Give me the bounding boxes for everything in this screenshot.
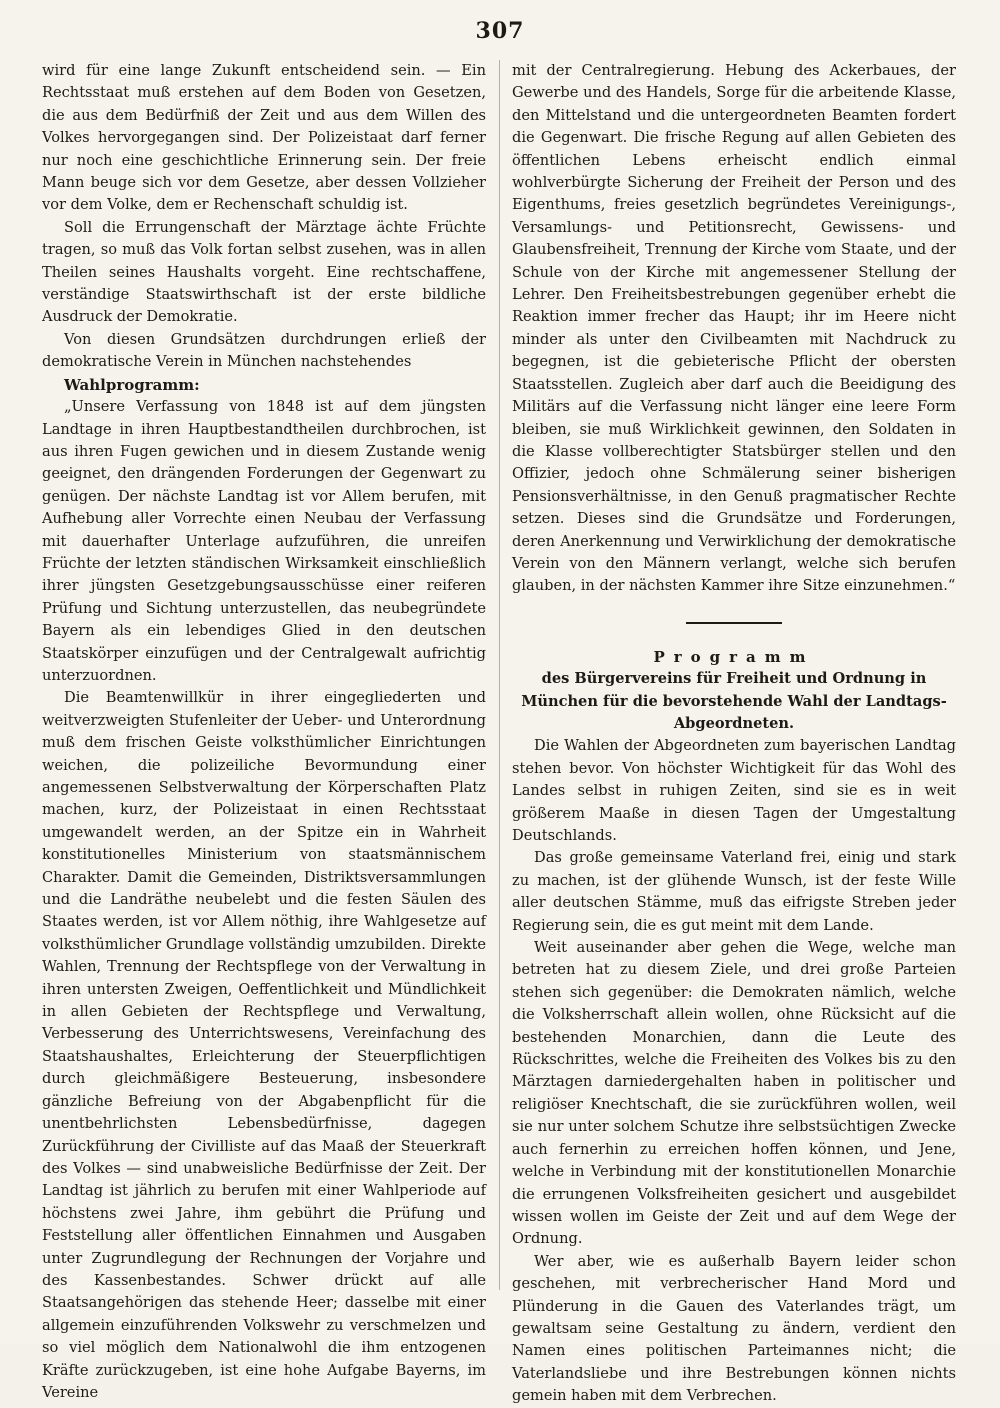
paragraph: Wer aber, wie es außerhalb Bayern leider schon geschehen, mit verbrecherischer Hand Mord und Plünderung in die Gauen des Vaterlandes trägt, um gewaltsam seine Gestaltung zu ändern, verdient den Namen eines politischen Parteimannes nicht; die Vaterlandsliebe und ihre Bestrebungen können nichts gemein haben mit dem Verbrechen. <box>512 1252 956 1405</box>
section-heading: Wahlprogramm: <box>64 375 200 394</box>
paragraph: Von diesen Grundsätzen durchdrungen erließ der demokratische Verein in München nachstehendes <box>42 330 486 371</box>
section-subtitle: des Bürgervereins für Freiheit und Ordnung in München für die bevorstehende Wahl der Landtags-Abgeordneten. <box>521 670 947 732</box>
paragraph: Soll die Errungenschaft der Märztage ächte Früchte tragen, so muß das Volk fortan selbst zusehen, was in allen Theilen seines Haushalts vorgeht. Eine rechtschaffene, verständige Staatswirthschaft ist der erste bildliche Ausdruck der Demokratie. <box>42 218 486 326</box>
page-number: 307 <box>475 18 525 44</box>
section-title: Programm <box>653 647 815 666</box>
separator-rule <box>686 622 782 624</box>
right-column <box>512 60 956 1408</box>
column-divider <box>499 60 500 1290</box>
paragraph: Die Wahlen der Abgeordneten zum bayerischen Landtag stehen bevor. Von höchster Wichtigkeit für das Wohl des Landes selbst in ruhigen Zeiten, sind sie es in weit größerem Maaße in diesen Tagen der Umgestaltung Deutschlands. <box>512 737 956 844</box>
paragraph: Das große gemeinsame Vaterland frei, einig und stark zu machen, ist der glühende Wunsch, ist der feste Wille aller deutschen Stämme, muß das eifrigste Streben jeder Regierung sein, die es gut meint mit dem Lande. <box>512 849 956 934</box>
paragraph: wird für eine lange Zukunft entscheidend sein. — Ein Rechtsstaat muß erstehen auf dem Boden von Gesetzen, die aus dem Bedürfniß der Zeit und aus dem Willen des Volkes hervorgegangen sind. Der Polizeistaat darf ferner nur noch eine geschichtliche Erinnerung sein. Der freie Mann beuge sich vor dem Gesetze, aber dessen Vollzieher vor dem Volke, dem er Rechenschaft schuldig ist. <box>42 62 486 214</box>
paragraph: Die Beamtenwillkür in ihrer eingegliederten und weitverzweigten Stufenleiter der Ueber- und Unterordnung muß dem frischen Geiste volksthümlicher Einrichtungen weichen, die polizeiliche Bevormundung einer angemessenen Selbstverwaltung der Körperschaften Platz machen, kurz, der Polizeistaat in einen Rechtsstaat umgewandelt werden, an der Spitze ein in Wahrheit konstitutionelles Ministerium von staatsmännischem Charakter. Damit die Gemeinden, Distriktsversammlungen und die Landräthe neubelebt und die festen Säulen des Staates werden, ist vor Allem nöthig, ihre Wahlgesetze auf volksthümlicher Grundlage vollständig umzubilden. Direkte Wahlen, Trennung der Rechtspflege von der Verwaltung in ihren untersten Zweigen, Oeffentlichkeit und Mündlichkeit in allen Gebieten der Rechtspflege und Verwaltung, Verbesserung des Unterrichtswesens, Vereinfachung des Staatshaushaltes, Erleichterung der Steuerpflichtigen durch gleichmäßigere Besteuerung, insbesondere gänzliche Befreiung von der Abgabenpflicht für die unentbehrlichsten Lebensbedürfnisse, dagegen Zurückführung der Civilliste auf das Maaß der Steuerkraft des Volkes — sind unabweisliche Bedürfnisse der Zeit. Der Landtag ist jährlich zu berufen mit einer Wahlperiode auf höchstens zwei Jahre, ihm gebührt die Prüfung und Feststellung aller öffentlichen Einnahmen und Ausgaben unter Zugrundlegung der Rechnungen der Vorjahre und des Kassenbestandes. Schwer drückt auf alle Staatsangehörigen das stehende Heer; dasselbe mit einer allgemein einzuführenden Volkswehr zu verschmelzen und so viel möglich dem Nationalwohl die ihm entzogenen Kräfte zurückzugeben, ist eine hohe Aufgabe Bayerns, im Vereine <box>42 689 486 1401</box>
paragraph: „Unsere Verfassung von 1848 ist auf dem jüngsten Landtage in ihren Hauptbestandtheilen durchbrochen, ist aus ihren Fugen gewichen und in diesem Zustande wenig geeignet, den drängenden Forderungen der Gegenwart zu genügen. Der nächste Landtag ist vor Allem berufen, mit Aufhebung aller Vorrechte einen Neubau der Verfassung mit dauerhafter Unterlage aufzuführen, die unreifen Früchte der letzten ständischen Wirksamkeit einschließlich ihrer jüngsten Gesetzgebungsausschüsse einer reiferen Prüfung und Sichtung unterzustellen, das neubegründete Bayern als ein lebendiges Glied in den deutschen Staatskörper einzufügen und der Centralgewalt aufrichtig unterzuordnen. <box>42 398 486 684</box>
left-column <box>42 60 486 1404</box>
paragraph: Weit auseinander aber gehen die Wege, welche man betreten hat zu diesem Ziele, und drei große Parteien stehen sich gegenüber: die Demokraten nämlich, welche die Volksherrschaft allein wollen, ohne Rücksicht auf die bestehenden Monarchien, dann die Leute des Rückschrittes, welche die Freiheiten des Volkes bis zu den Märztagen darniedergehalten haben in politischer und religiöser Knechtschaft, die sie zurückführen wollen, weil sie nur unter solchem Schutze ihre selbstsüchtigen Zwecke auch fernerhin zu erreichen hoffen können, und Jene, welche in Verbindung mit der konstitutionellen Monarchie die errungenen Volksfreiheiten gesichert und ausgebildet wissen wollen im Geiste der Zeit und auf dem Wege der Ordnung. <box>512 939 956 1248</box>
paragraph: mit der Centralregierung. Hebung des Ackerbaues, der Gewerbe und des Handels, Sorge für die arbeitende Klasse, den Mittelstand und die untergeordneten Beamten fordert die Gegenwart. Die frische Regung auf allen Gebieten des öffentlichen Lebens erheischt endlich einmal wohlverbürgte Sicherung der Freiheit der Person und des Eigenthums, freies gesetzlich begründetes Vereinigungs-, Versamlungs- und Petitionsrecht, Gewissens- und Glaubensfreiheit, Trennung der Kirche vom Staate, und der Schule von der Kirche mit angemessener Stellung der Lehrer. Den Freiheitsbestrebungen gegenüber erhebt die Reaktion immer frecher das Haupt; ihr im Heere nicht minder als unter den Civilbeamten mit Nachdruck zu begegnen, ist die gebieterische Pflicht der obersten Staatsstellen. Zugleich aber darf auch die Beeidigung des Militärs auf die Verfassung nicht länger eine leere Form bleiben, sie muß Wirklichkeit gewinnen, den Soldaten in die Klasse vollberechtigter Statsbürger stellen und den Offizier, jedoch ohne Schmälerung seiner bisherigen Pensionsverhältnisse, in den Genuß pragmatischer Rechte setzen. Dieses sind die Grundsätze und Forderungen, deren Anerkennung und Verwirklichung der demokratische Verein von den Männern verlangt, welche sich berufen glauben, in der nächsten Kammer ihre Sitze einzunehmen.“ <box>512 62 956 595</box>
